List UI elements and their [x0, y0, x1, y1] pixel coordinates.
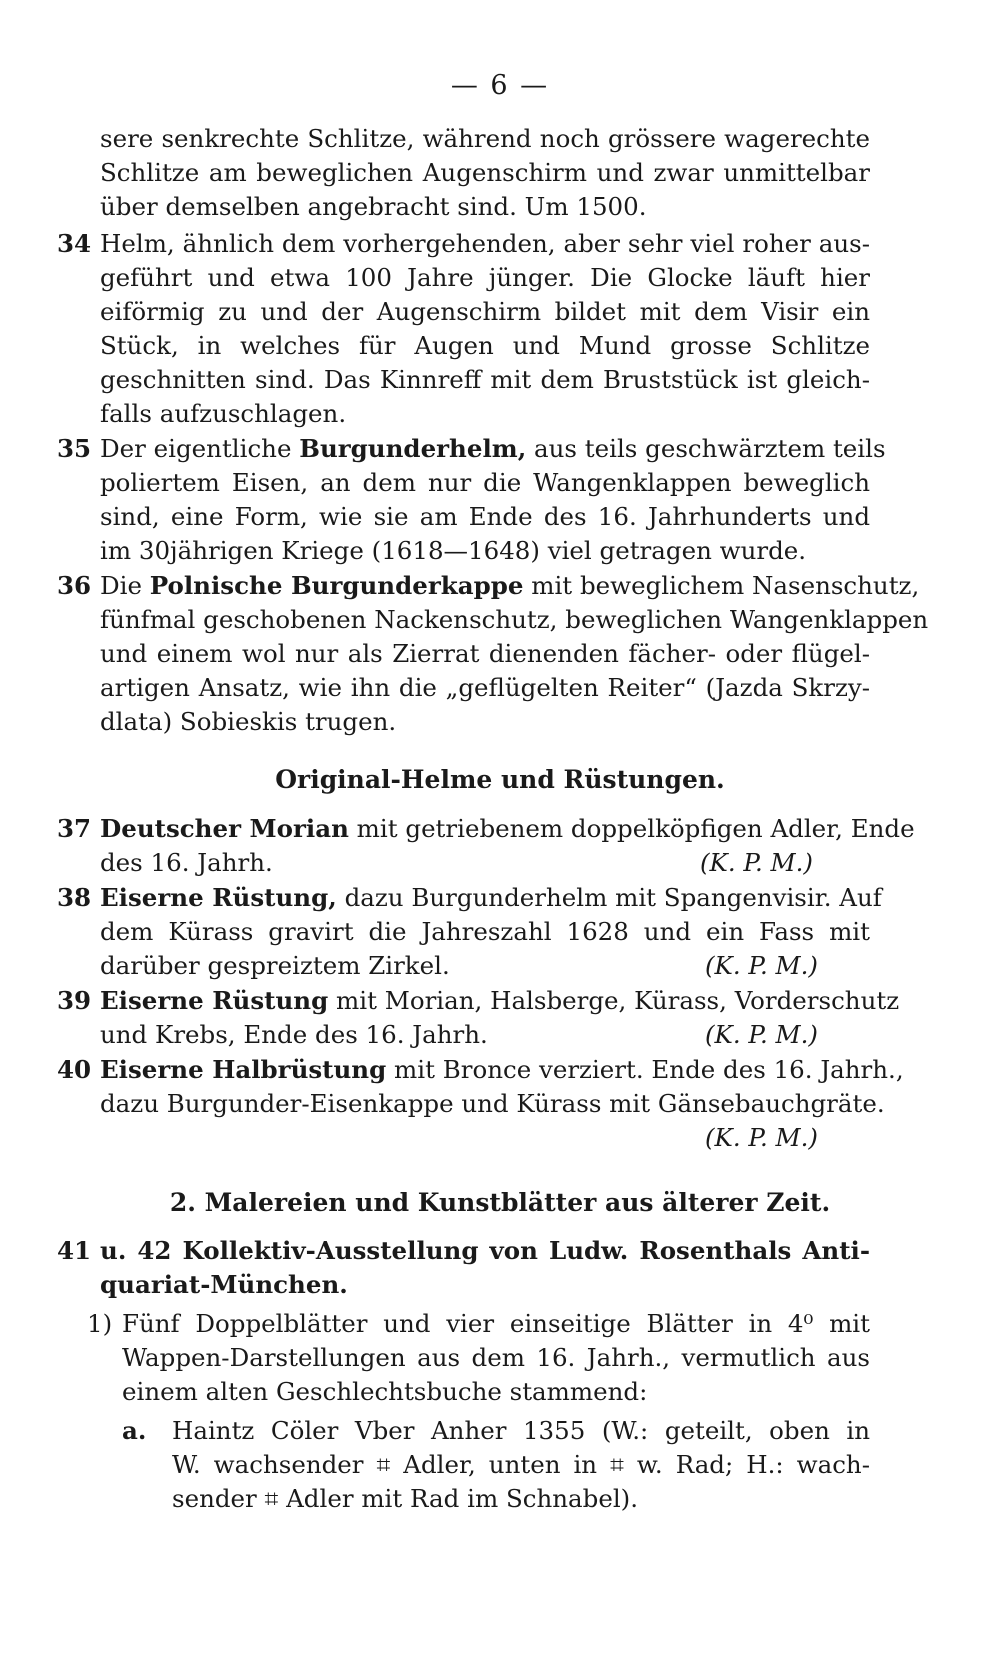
item40-text: mit Bronce verziert. Ende des 16. Jahrh.,	[386, 1055, 904, 1084]
item36-line-3: und einem wol nur als Zierrat dienenden fächer- oder flügel-	[100, 639, 870, 668]
suba-line-2: W. wachsender ⌗ Adler, unten in ⌗ w. Rad; H.: wach-	[172, 1450, 870, 1479]
item34-line-5: geschnitten sind. Das Kinnreff mit dem Bruststück ist gleich-	[100, 365, 870, 394]
item35-line-1	[100, 432, 886, 466]
item38-line-1	[100, 881, 882, 915]
item40-title: Eiserne Halbrüstung	[100, 1055, 387, 1084]
sub1-line-2: Wappen-Darstellungen aus dem 16. Jahrh., vermutlich aus	[122, 1343, 870, 1372]
item36-title: Polnische Burgunderkappe	[149, 571, 524, 600]
item41-line-1: u. 42 Kollektiv-Ausstellung von Ludw. Rosenthals Anti-	[100, 1236, 870, 1265]
item39-title: Eiserne Rüstung	[100, 986, 329, 1015]
item40-line-1	[100, 1053, 904, 1087]
item36-text-pre: Die	[100, 571, 150, 600]
page-number: — 6 —	[450, 70, 550, 101]
item-number-35: 35	[57, 434, 92, 463]
item-number-41: 41	[57, 1236, 92, 1265]
item-number-38: 38	[57, 883, 92, 912]
item36-text-post: mit beweglichem Nasenschutz,	[523, 571, 920, 600]
sub-list-marker-1: 1)	[87, 1309, 113, 1338]
item35-text-post: aus teils geschwärztem teils	[526, 434, 886, 463]
item-number-37: 37	[57, 814, 92, 843]
item40-line-2: dazu Burgunder-Eisenkappe und Kürass mit Gänsebauchgräte.	[100, 1089, 885, 1118]
item36-line-4: artigen Ansatz, wie ihn die „geflügelten Reiter“ (Jazda Skrzy-	[100, 673, 870, 702]
item40-source: (K. P. M.)	[705, 1123, 818, 1152]
item-number-34: 34	[57, 229, 92, 258]
section-heading-original-helme: Original-Helme und Rüstungen.	[275, 765, 725, 794]
item37-source: (K. P. M.)	[700, 848, 813, 877]
item38-text: dazu Burgunderhelm mit Spangenvisir. Auf	[336, 883, 882, 912]
intro-line-1: sere senkrechte Schlitze, während noch grössere wagerechte	[100, 124, 870, 153]
item34-line-1: Helm, ähnlich dem vorhergehenden, aber sehr viel roher aus-	[100, 229, 870, 258]
item37-line-1	[100, 812, 915, 846]
item39-source: (K. P. M.)	[705, 1020, 818, 1049]
item34-line-6: falls aufzuschlagen.	[100, 399, 347, 428]
suba-line-3: sender ⌗ Adler mit Rad im Schnabel).	[172, 1484, 639, 1513]
item39-text: mit Morian, Halsberge, Kürass, Vorderschutz	[328, 986, 900, 1015]
item36-line-1	[100, 569, 920, 603]
item36-line-5: dlata) Sobieskis trugen.	[100, 707, 397, 736]
sub1-line-1: Fünf Doppelblätter und vier einseitige Blätter in 4⁰ mit	[122, 1309, 870, 1338]
item38-line-2: dem Kürass gravirt die Jahreszahl 1628 und ein Fass mit	[100, 917, 870, 946]
item37-line-2: des 16. Jahrh.	[100, 848, 273, 877]
item-number-40: 40	[57, 1055, 92, 1084]
item39-line-1	[100, 984, 900, 1018]
item35-line-3: sind, eine Form, wie sie am Ende des 16. Jahrhunderts und	[100, 502, 870, 531]
item35-text-pre: Der eigentliche	[100, 434, 300, 463]
intro-line-3: über demselben angebracht sind. Um 1500.	[100, 192, 647, 221]
section-heading-malereien: 2. Malereien und Kunstblätter aus älterer Zeit.	[169, 1188, 831, 1217]
item34-line-4: Stück, in welches für Augen und Mund grosse Schlitze	[100, 331, 870, 360]
item35-line-4: im 30jährigen Kriege (1618—1648) viel getragen wurde.	[100, 536, 807, 565]
intro-line-2: Schlitze am beweglichen Augenschirm und zwar unmittelbar	[100, 158, 870, 187]
sub-list-marker-a: a.	[122, 1416, 147, 1445]
item38-title: Eiserne Rüstung,	[100, 883, 337, 912]
suba-line-1: Haintz Cöler Vber Anher 1355 (W.: geteilt, oben in	[172, 1416, 870, 1445]
item38-source: (K. P. M.)	[705, 951, 818, 980]
item36-line-2: fünfmal geschobenen Nackenschutz, beweglichen Wangenklappen	[100, 605, 929, 634]
item34-line-2: geführt und etwa 100 Jahre jünger. Die Glocke läuft hier	[100, 263, 870, 292]
item35-title: Burgunderhelm,	[299, 434, 527, 463]
sub1-line-3: einem alten Geschlechtsbuche stammend:	[122, 1377, 648, 1406]
item41-line-2: quariat-München.	[100, 1270, 348, 1299]
item37-text: mit getriebenem doppelköpfigen Adler, Ende	[348, 814, 915, 843]
item34-line-3: eiförmig zu und der Augenschirm bildet mit dem Visir ein	[100, 297, 870, 326]
item37-title: Deutscher Morian	[100, 814, 349, 843]
item38-line-3: darüber gespreiztem Zirkel.	[100, 951, 450, 980]
item-number-36: 36	[57, 571, 92, 600]
item35-line-2: poliertem Eisen, an dem nur die Wangenklappen beweglich	[100, 468, 870, 497]
item39-line-2: und Krebs, Ende des 16. Jahrh.	[100, 1020, 488, 1049]
item-number-39: 39	[57, 986, 92, 1015]
